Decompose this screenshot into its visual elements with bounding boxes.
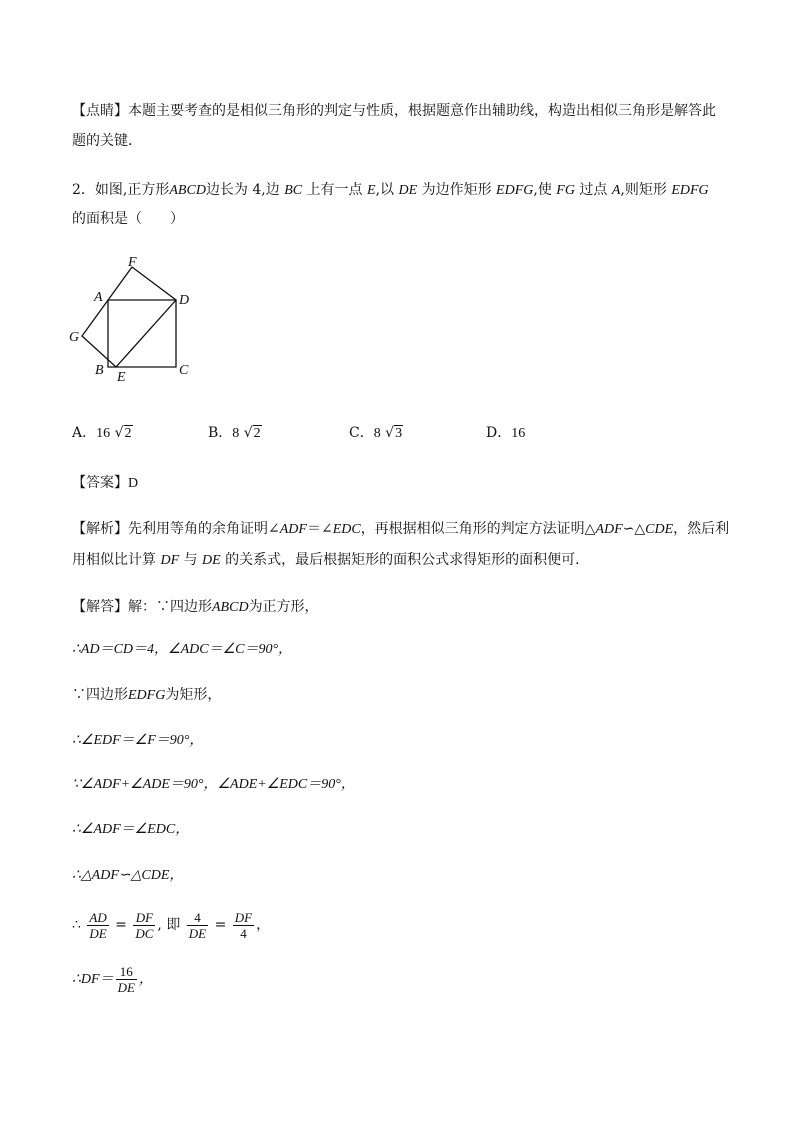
- analysis-tag: 【解析】: [72, 521, 128, 537]
- rectangle-edfg: [82, 267, 176, 367]
- question-text: 上有一点: [306, 182, 363, 198]
- solution-line-2: [72, 640, 292, 660]
- label-e: E: [117, 370, 126, 385]
- math-var: A: [611, 183, 621, 198]
- solution-line-5: [72, 775, 355, 795]
- square-abcd: [108, 300, 176, 367]
- solution-text: ∵∠ADF+∠ADE＝90°，∠ADE+∠EDC＝90°，: [72, 777, 355, 792]
- solution-text: ∴∠EDF＝∠F＝90°，: [72, 733, 204, 748]
- analysis-line-1: [72, 519, 729, 540]
- math-var: EDFG: [496, 183, 534, 198]
- option-c[interactable]: [349, 423, 403, 444]
- solution-line-6: [72, 820, 189, 840]
- geometry-figure: [60, 250, 210, 390]
- math-var: EDFG: [671, 183, 709, 198]
- numerator: DF: [234, 909, 253, 925]
- label-d: D: [179, 293, 190, 308]
- dianjing-line-2: [72, 131, 142, 151]
- solution-line-7: [72, 866, 183, 886]
- option-coef: 8: [232, 426, 240, 441]
- solution-line-4: [72, 731, 203, 751]
- analysis-text: 用相似比计算: [72, 552, 156, 568]
- option-coef: 16: [511, 426, 526, 441]
- analysis-text: ，然后利: [673, 521, 730, 537]
- question-text: ,则矩形: [620, 182, 667, 198]
- question-text: ,使: [533, 182, 552, 198]
- solution-text: 为正方形，: [248, 599, 319, 615]
- option-letter: C．: [349, 425, 374, 441]
- sqrt: √2: [114, 425, 132, 441]
- dianjing-text-1: 本题主要考查的是相似三角形的判定与性质，根据题意作出辅助线，构造出相似三角形是解答此: [128, 103, 716, 119]
- label-g: G: [69, 330, 80, 345]
- solution-line-3: [72, 685, 221, 706]
- math-var: EDC: [332, 522, 361, 537]
- question-text: 过点: [579, 182, 608, 198]
- option-coef: 16: [96, 426, 111, 441]
- question-text: 的面积是（ ）: [72, 211, 184, 227]
- sqrt: √2: [243, 425, 261, 441]
- math-var: ABCD: [212, 600, 249, 615]
- analysis-line-2: [72, 550, 589, 571]
- answer-tag: 【答案】: [72, 475, 128, 491]
- option-b[interactable]: [208, 423, 262, 444]
- analysis-text: ＝∠: [306, 521, 333, 537]
- option-coef: 8: [373, 426, 381, 441]
- sqrt: √3: [385, 425, 403, 441]
- fraction-df-4: [233, 910, 254, 941]
- radicand: 2: [124, 426, 132, 441]
- analysis-text: ，再根据相似三角形的判定方法证明△: [360, 521, 596, 537]
- solution-text: 解：∵四边形: [128, 599, 212, 615]
- option-a[interactable]: [72, 423, 133, 444]
- label-b: B: [95, 363, 104, 378]
- solution-text: ∴AD＝CD＝4，∠ADC＝∠C＝90°，: [72, 642, 293, 657]
- solution-line-8: [72, 905, 270, 945]
- numerator: AD: [89, 909, 107, 925]
- fraction-df-dc: [133, 910, 155, 941]
- solution-tag: 【解答】: [72, 599, 128, 615]
- solution-text: ∴∠ADF＝∠EDC，: [72, 822, 190, 837]
- solution-text: ，: [138, 972, 153, 987]
- math-var: ADF: [279, 522, 307, 537]
- equals-sign: =: [115, 917, 127, 933]
- denominator: 4: [233, 925, 254, 941]
- analysis-text: 先利用等角的余角证明∠: [128, 521, 280, 537]
- math-var: FG: [556, 183, 575, 198]
- solution-text: ∵四边形: [72, 687, 128, 703]
- math-var: ABCD: [169, 183, 206, 198]
- numerator: 16: [119, 964, 133, 980]
- solution-text: ∴DF＝: [72, 972, 114, 987]
- question-number: 2．: [72, 182, 95, 198]
- denominator: DE: [89, 925, 107, 941]
- fraction-ad-de: [87, 910, 108, 941]
- question-line-2: [72, 209, 184, 229]
- solution-line-1: [72, 597, 319, 618]
- question-text: 边长为 4,边: [205, 182, 280, 198]
- solution-text: ∴: [72, 917, 81, 933]
- option-letter: D．: [486, 425, 512, 441]
- analysis-text: 与: [183, 552, 198, 568]
- fraction-16-de: [116, 964, 137, 995]
- question-text: 如图,正方形: [94, 182, 170, 198]
- math-var: ADF: [595, 522, 623, 537]
- radicand: 2: [253, 426, 261, 441]
- math-var: BC: [284, 183, 303, 198]
- math-var: EDFG: [128, 688, 166, 703]
- answer-line: [72, 473, 138, 494]
- denominator: DC: [135, 925, 154, 941]
- denominator: DE: [188, 925, 207, 941]
- solution-line-9: [72, 960, 153, 1000]
- dianjing-text-2: 题的关键．: [72, 133, 142, 149]
- numerator: 4: [194, 909, 201, 925]
- math-var: DE: [398, 183, 418, 198]
- solution-text: 为矩形，: [165, 687, 222, 703]
- radicand: 3: [395, 426, 403, 441]
- answer-value: D: [128, 476, 139, 491]
- math-var: DF: [160, 553, 180, 568]
- solution-text: ，: [256, 917, 271, 933]
- question-text: ,以: [375, 182, 395, 198]
- option-d[interactable]: [486, 423, 525, 444]
- denominator: DE: [117, 980, 135, 996]
- question-text: 为边作矩形: [421, 182, 492, 198]
- numerator: DF: [135, 909, 154, 925]
- solution-text: , 即: [157, 917, 181, 933]
- label-c: C: [179, 363, 189, 378]
- question-line-1: [72, 180, 709, 201]
- math-var: E: [367, 183, 376, 198]
- dianjing-tag: 【点睛】: [72, 103, 128, 119]
- option-letter: A．: [72, 425, 97, 441]
- equals-sign: =: [214, 917, 227, 933]
- label-a: A: [94, 290, 103, 305]
- option-letter: B．: [208, 425, 233, 441]
- analysis-text: 的关系式，最后根据矩形的面积公式求得矩形的面积便可．: [225, 552, 590, 568]
- fraction-4-de: [187, 910, 208, 941]
- solution-text: ∴△ADF∽△CDE，: [72, 868, 184, 883]
- label-f: F: [128, 255, 137, 270]
- analysis-text: ∽△: [622, 521, 646, 537]
- math-var: CDE: [645, 522, 674, 537]
- dianjing-line-1: [72, 101, 716, 121]
- math-var: DE: [202, 553, 221, 568]
